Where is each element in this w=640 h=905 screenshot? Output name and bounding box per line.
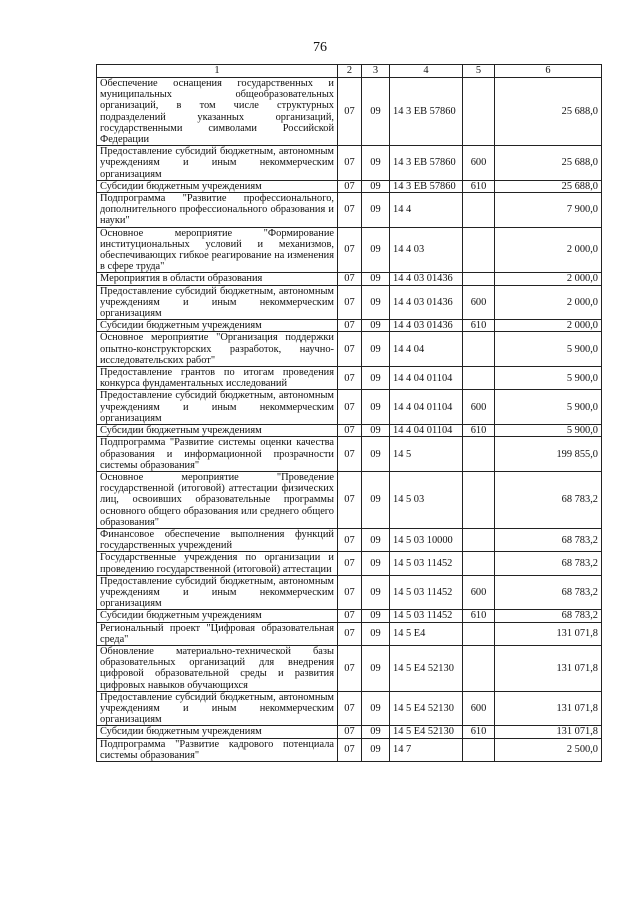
row-target-article: 14 4 04 01104 — [390, 425, 463, 437]
row-expense-type — [463, 471, 495, 528]
row-amount: 25 688,0 — [495, 180, 602, 192]
row-name: Предоставление субсидий бюджетным, автономным учреждениям и иным некоммерческим организациям — [97, 390, 338, 425]
table-row — [97, 691, 602, 726]
table-row — [97, 146, 602, 181]
row-target-article: 14 5 03 — [390, 471, 463, 528]
row-amount: 2 000,0 — [495, 285, 602, 320]
table-row — [97, 425, 602, 437]
row-amount: 199 855,0 — [495, 437, 602, 472]
row-section: 07 — [338, 273, 362, 285]
row-amount: 68 783,2 — [495, 610, 602, 622]
table-row — [97, 193, 602, 228]
row-section: 07 — [338, 146, 362, 181]
table-row — [97, 610, 602, 622]
row-amount: 68 783,2 — [495, 552, 602, 575]
row-subsection: 09 — [362, 437, 390, 472]
row-amount: 5 900,0 — [495, 332, 602, 367]
row-target-article: 14 5 03 11452 — [390, 552, 463, 575]
row-subsection: 09 — [362, 332, 390, 367]
row-subsection: 09 — [362, 78, 390, 146]
row-target-article: 14 3 ЕВ 57860 — [390, 180, 463, 192]
row-subsection: 09 — [362, 575, 390, 610]
row-expense-type: 610 — [463, 726, 495, 738]
row-expense-type — [463, 552, 495, 575]
row-name: Субсидии бюджетным учреждениям — [97, 425, 338, 437]
row-subsection: 09 — [362, 691, 390, 726]
row-target-article: 14 4 04 01104 — [390, 367, 463, 390]
row-name: Мероприятия в области образования — [97, 273, 338, 285]
row-name: Подпрограмма "Развитие системы оценки качества образования и информационной прозрачности системы образования" — [97, 437, 338, 472]
row-section: 07 — [338, 285, 362, 320]
row-expense-type — [463, 437, 495, 472]
row-name: Субсидии бюджетным учреждениям — [97, 610, 338, 622]
row-expense-type — [463, 227, 495, 273]
row-target-article: 14 4 — [390, 193, 463, 228]
row-target-article: 14 5 — [390, 437, 463, 472]
row-target-article: 14 5 Е4 — [390, 622, 463, 645]
row-expense-type — [463, 738, 495, 761]
row-target-article: 14 3 ЕВ 57860 — [390, 78, 463, 146]
row-target-article: 14 5 03 11452 — [390, 575, 463, 610]
row-expense-type — [463, 528, 495, 551]
row-subsection: 09 — [362, 471, 390, 528]
row-section: 07 — [338, 726, 362, 738]
row-name: Предоставление субсидий бюджетным, автономным учреждениям и иным некоммерческим организациям — [97, 691, 338, 726]
row-subsection: 09 — [362, 645, 390, 691]
row-section: 07 — [338, 227, 362, 273]
row-section: 07 — [338, 622, 362, 645]
row-target-article: 14 5 03 10000 — [390, 528, 463, 551]
row-target-article: 14 7 — [390, 738, 463, 761]
table-row — [97, 645, 602, 691]
row-amount: 68 783,2 — [495, 471, 602, 528]
row-section: 07 — [338, 610, 362, 622]
row-expense-type — [463, 273, 495, 285]
row-name: Основное мероприятие "Формирование институциональных условий и механизмов, обеспечивающих гибкое реагирование на изменения в сфере труда" — [97, 227, 338, 273]
row-amount: 131 071,8 — [495, 622, 602, 645]
row-expense-type — [463, 645, 495, 691]
row-section: 07 — [338, 528, 362, 551]
column-header-2: 2 — [338, 65, 362, 78]
table-row — [97, 528, 602, 551]
column-header-5: 5 — [463, 65, 495, 78]
row-subsection: 09 — [362, 273, 390, 285]
table-row — [97, 273, 602, 285]
row-section: 07 — [338, 367, 362, 390]
row-target-article: 14 5 Е4 52130 — [390, 691, 463, 726]
row-subsection: 09 — [362, 622, 390, 645]
row-subsection: 09 — [362, 180, 390, 192]
row-amount: 5 900,0 — [495, 367, 602, 390]
row-target-article: 14 3 ЕВ 57860 — [390, 146, 463, 181]
row-section: 07 — [338, 691, 362, 726]
row-name: Основное мероприятие "Организация поддержки опытно-конструкторских разработок, научно-исследовательских работ" — [97, 332, 338, 367]
row-amount: 7 900,0 — [495, 193, 602, 228]
table-row — [97, 437, 602, 472]
row-subsection: 09 — [362, 285, 390, 320]
table-row — [97, 738, 602, 761]
row-amount: 2 000,0 — [495, 227, 602, 273]
table-row — [97, 320, 602, 332]
column-header-1: 1 — [97, 65, 338, 78]
row-target-article: 14 5 03 11452 — [390, 610, 463, 622]
row-section: 07 — [338, 332, 362, 367]
table-row — [97, 78, 602, 146]
row-amount: 131 071,8 — [495, 726, 602, 738]
row-amount: 5 900,0 — [495, 425, 602, 437]
row-amount: 25 688,0 — [495, 146, 602, 181]
row-expense-type — [463, 193, 495, 228]
row-target-article: 14 4 03 01436 — [390, 320, 463, 332]
row-expense-type — [463, 622, 495, 645]
row-amount: 131 071,8 — [495, 645, 602, 691]
table-row — [97, 332, 602, 367]
row-name: Обновление материально-технической базы образовательных организаций для внедрения цифровой образовательной среды и развития цифровых навыков обучающихся — [97, 645, 338, 691]
row-subsection: 09 — [362, 320, 390, 332]
row-expense-type: 600 — [463, 146, 495, 181]
row-name: Основное мероприятие "Проведение государственной (итоговой) аттестации физических лиц, освоивших образовательные программы основного общего образования или среднего общего образования" — [97, 471, 338, 528]
row-subsection: 09 — [362, 390, 390, 425]
row-name: Предоставление грантов по итогам проведения конкурса фундаментальных исследований — [97, 367, 338, 390]
table-row — [97, 726, 602, 738]
row-subsection: 09 — [362, 367, 390, 390]
row-expense-type: 610 — [463, 180, 495, 192]
row-name: Подпрограмма "Развитие профессионального, дополнительного профессионального образования и науки" — [97, 193, 338, 228]
row-name: Государственные учреждения по организации и проведению государственной (итоговой) аттестации — [97, 552, 338, 575]
table-row — [97, 227, 602, 273]
table-row — [97, 180, 602, 192]
row-subsection: 09 — [362, 425, 390, 437]
row-section: 07 — [338, 78, 362, 146]
row-section: 07 — [338, 425, 362, 437]
row-amount: 5 900,0 — [495, 390, 602, 425]
table-row — [97, 471, 602, 528]
table-row — [97, 575, 602, 610]
row-amount: 2 000,0 — [495, 320, 602, 332]
row-subsection: 09 — [362, 528, 390, 551]
row-expense-type: 610 — [463, 425, 495, 437]
row-name: Предоставление субсидий бюджетным, автономным учреждениям и иным некоммерческим организациям — [97, 575, 338, 610]
row-target-article: 14 4 04 01104 — [390, 390, 463, 425]
row-name: Предоставление субсидий бюджетным, автономным учреждениям и иным некоммерческим организациям — [97, 146, 338, 181]
row-name: Региональный проект "Цифровая образовательная среда" — [97, 622, 338, 645]
row-expense-type: 600 — [463, 390, 495, 425]
row-subsection: 09 — [362, 227, 390, 273]
row-expense-type: 600 — [463, 575, 495, 610]
row-expense-type: 610 — [463, 610, 495, 622]
header-row — [97, 65, 602, 78]
row-target-article: 14 4 03 01436 — [390, 273, 463, 285]
row-section: 07 — [338, 193, 362, 228]
row-section: 07 — [338, 645, 362, 691]
row-subsection: 09 — [362, 610, 390, 622]
row-section: 07 — [338, 180, 362, 192]
row-amount: 68 783,2 — [495, 528, 602, 551]
page-number: 76 — [313, 40, 327, 55]
row-target-article: 14 5 Е4 52130 — [390, 645, 463, 691]
row-subsection: 09 — [362, 552, 390, 575]
row-amount: 131 071,8 — [495, 691, 602, 726]
row-amount: 2 000,0 — [495, 273, 602, 285]
row-expense-type: 600 — [463, 691, 495, 726]
table-row — [97, 390, 602, 425]
row-name: Субсидии бюджетным учреждениям — [97, 180, 338, 192]
row-expense-type: 600 — [463, 285, 495, 320]
row-target-article: 14 4 04 — [390, 332, 463, 367]
row-subsection: 09 — [362, 146, 390, 181]
row-expense-type — [463, 367, 495, 390]
row-expense-type — [463, 332, 495, 367]
column-header-6: 6 — [495, 65, 602, 78]
row-section: 07 — [338, 552, 362, 575]
column-header-4: 4 — [390, 65, 463, 78]
row-section: 07 — [338, 471, 362, 528]
row-target-article: 14 4 03 01436 — [390, 285, 463, 320]
table-row — [97, 367, 602, 390]
row-subsection: 09 — [362, 726, 390, 738]
row-expense-type — [463, 78, 495, 146]
row-section: 07 — [338, 575, 362, 610]
table-row — [97, 622, 602, 645]
budget-table — [96, 64, 602, 762]
row-amount: 2 500,0 — [495, 738, 602, 761]
row-section: 07 — [338, 390, 362, 425]
row-amount: 25 688,0 — [495, 78, 602, 146]
row-name: Финансовое обеспечение выполнения функций государственных учреждений — [97, 528, 338, 551]
table-row — [97, 285, 602, 320]
row-section: 07 — [338, 320, 362, 332]
table-row — [97, 552, 602, 575]
row-name: Подпрограмма "Развитие кадрового потенциала системы образования" — [97, 738, 338, 761]
column-header-3: 3 — [362, 65, 390, 78]
row-amount: 68 783,2 — [495, 575, 602, 610]
row-name: Обеспечение оснащения государственных и муниципальных общеобразовательных организаций, в том числе структурных подразделений указанных организаций, государственными символами Российской Федерации — [97, 78, 338, 146]
row-name: Субсидии бюджетным учреждениям — [97, 726, 338, 738]
row-target-article: 14 4 03 — [390, 227, 463, 273]
row-target-article: 14 5 Е4 52130 — [390, 726, 463, 738]
row-name: Субсидии бюджетным учреждениям — [97, 320, 338, 332]
row-section: 07 — [338, 437, 362, 472]
row-subsection: 09 — [362, 738, 390, 761]
row-subsection: 09 — [362, 193, 390, 228]
row-name: Предоставление субсидий бюджетным, автономным учреждениям и иным некоммерческим организациям — [97, 285, 338, 320]
row-section: 07 — [338, 738, 362, 761]
row-expense-type: 610 — [463, 320, 495, 332]
